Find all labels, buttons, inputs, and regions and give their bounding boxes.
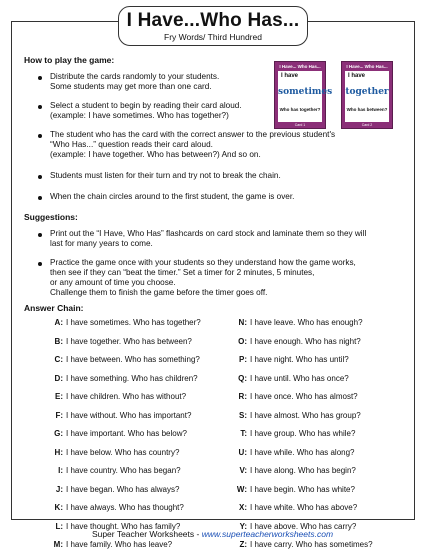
suggestions-heading: Suggestions: <box>24 212 78 222</box>
bullet-icon <box>38 196 42 200</box>
answer-row <box>224 337 361 346</box>
answer-row <box>40 503 184 512</box>
answer-letter: G: <box>54 429 63 438</box>
card-have: I have <box>348 73 366 79</box>
answer-row <box>40 485 179 494</box>
answer-row <box>224 540 373 549</box>
answer-row <box>40 448 179 457</box>
answer-text: I have until. Who has once? <box>250 373 349 383</box>
answer-text: I have sometimes. Who has together? <box>66 318 201 327</box>
card-have: I have <box>281 73 299 79</box>
answer-text: I have carry. Who has sometimes? <box>250 540 373 549</box>
card-header: I Have... Who Has... <box>346 64 388 69</box>
answer-row <box>224 411 361 420</box>
answer-letter: D: <box>54 373 63 383</box>
answer-letter: S: <box>239 410 247 420</box>
line: Print out the “I Have, Who Has” flashcards on card stock and laminate them so they will <box>50 229 367 238</box>
answer-letter: T: <box>240 429 247 438</box>
line: Select a student to begin by reading their card aloud. <box>50 101 242 110</box>
answer-row <box>224 318 363 327</box>
answer-text: I have began. Who has always? <box>66 484 180 494</box>
card-body <box>345 71 389 122</box>
answer-text: I have without. Who has important? <box>66 410 192 420</box>
title-box <box>118 6 308 46</box>
answer-letter: Q: <box>238 373 247 383</box>
footer-link[interactable]: www.superteacherworksheets.com <box>201 529 334 539</box>
card-footer: Card 1 <box>294 123 306 127</box>
answer-text: I have below. Who has country? <box>66 447 180 457</box>
answer-letter: C: <box>54 355 63 364</box>
answer-text: I have always. Who has thought? <box>66 503 184 512</box>
line: Practice the game once with your students so they understand how the game works, <box>50 258 356 267</box>
suggestion-item-2 <box>50 258 356 298</box>
answer-text: I have between. Who has something? <box>66 355 200 364</box>
line: Distribute the cards randomly to your students. <box>50 72 220 81</box>
answer-letter: P: <box>239 355 247 364</box>
answer-text: I have children. Who has without? <box>66 392 187 401</box>
answer-row <box>224 392 358 401</box>
answer-text: I have enough. Who has night? <box>250 336 361 346</box>
card-header: I Have... Who Has... <box>279 64 321 69</box>
how-to-item-1 <box>50 72 219 92</box>
answer-text: I have along. Who has begin? <box>250 466 356 475</box>
how-to-item-5: When the chain circles around to the first student, the game is over. <box>50 192 295 201</box>
answer-letter: W: <box>236 484 247 494</box>
answer-row <box>224 374 349 383</box>
line: Some students may get more than one card. <box>50 82 212 91</box>
answer-letter: K: <box>54 503 63 512</box>
page-title: I Have...Who Has... <box>126 10 300 31</box>
answer-letter: M: <box>53 540 63 549</box>
answer-text: I have night. Who has until? <box>250 355 349 364</box>
footer-brand: Super Teacher Worksheets - <box>91 529 202 539</box>
line: The student who has the card with the correct answer to the previous student's <box>50 130 336 139</box>
sample-card-1 <box>274 61 333 129</box>
suggestion-item-1 <box>50 229 366 249</box>
line: or any amount of time you choose. <box>50 278 176 287</box>
answer-row <box>224 429 355 438</box>
answer-text: I have leave. Who has enough? <box>250 318 363 327</box>
answer-letter: Z: <box>239 540 247 549</box>
card-who: Who has between? <box>346 107 388 112</box>
card-who: Who has together? <box>279 107 321 112</box>
answer-row <box>40 466 181 475</box>
card-body <box>278 71 333 122</box>
line: (example: I have sometimes. Who has together?) <box>50 111 229 120</box>
answer-text: I have while. Who has along? <box>250 447 355 457</box>
answer-text: I have white. Who has above? <box>250 503 358 512</box>
answer-letter: J: <box>55 484 63 494</box>
answer-text: I have country. Who has began? <box>66 466 181 475</box>
answer-letter: O: <box>238 336 247 346</box>
answer-text: I have family. Who has leave? <box>66 540 173 549</box>
bullet-icon <box>38 134 42 138</box>
answer-letter: R: <box>238 392 247 401</box>
answer-text: I have group. Who has while? <box>250 429 356 438</box>
answer-text: I have begin. Who has white? <box>250 484 355 494</box>
answer-row <box>40 374 198 383</box>
answer-letter: I: <box>58 466 63 475</box>
answer-letter: B: <box>54 336 63 346</box>
line: then see if they can “beat the timer.” Set a timer for 2 minutes, 5 minutes, <box>50 268 315 277</box>
how-to-heading: How to play the game: <box>24 55 115 65</box>
how-to-item-4: Students must listen for their turn and try not to break the chain. <box>50 171 281 180</box>
answer-letter: E: <box>55 392 63 401</box>
answer-letter: Y: <box>239 521 247 531</box>
answer-row <box>224 503 357 512</box>
line: last for many years to come. <box>50 239 153 248</box>
answer-letter: L: <box>55 521 63 531</box>
answer-row <box>224 448 355 457</box>
bullet-icon <box>38 262 42 266</box>
bullet-icon <box>38 76 42 80</box>
how-to-item-2 <box>50 101 242 121</box>
answer-row <box>40 318 201 327</box>
card-word: together <box>345 87 389 97</box>
sample-card-2 <box>341 61 393 129</box>
answer-row <box>40 429 187 438</box>
answer-text: I have thought. Who has family? <box>66 521 181 531</box>
answer-row <box>224 485 355 494</box>
answer-row <box>224 355 349 364</box>
answer-text: I have together. Who has between? <box>66 336 192 346</box>
bullet-icon <box>38 233 42 237</box>
answer-row <box>224 466 356 475</box>
card-footer: Card 2 <box>361 123 373 127</box>
answer-row <box>40 337 192 346</box>
answer-letter: N: <box>238 318 247 327</box>
answer-row <box>40 355 200 364</box>
answer-letter: F: <box>55 410 63 420</box>
answer-text: I have something. Who has children? <box>66 373 198 383</box>
answer-text: I have almost. Who has group? <box>250 410 361 420</box>
answer-text: I have once. Who has almost? <box>250 392 358 401</box>
answer-row <box>40 540 172 549</box>
bullet-icon <box>38 105 42 109</box>
answer-letter: H: <box>54 447 63 457</box>
answer-text: I have important. Who has below? <box>66 429 187 438</box>
footer <box>0 529 425 539</box>
bullet-icon <box>38 175 42 179</box>
answer-letter: X: <box>239 503 247 512</box>
answer-chain-heading: Answer Chain: <box>24 303 84 313</box>
answer-letter: A: <box>54 318 63 327</box>
answer-letter: U: <box>238 447 247 457</box>
answer-row <box>40 392 186 401</box>
answer-text: I have above. Who has carry? <box>250 521 357 531</box>
answer-row <box>40 411 191 420</box>
answer-letter: V: <box>239 466 247 475</box>
line: (example: I have together. Who has between?) And so on. <box>50 150 261 159</box>
line: “Who Has...” question reads their card aloud. <box>50 140 213 149</box>
how-to-item-3 <box>50 130 335 160</box>
line: Challenge them to finish the game before the timer goes off. <box>50 288 268 297</box>
page-subtitle: Fry Words/ Third Hundred <box>164 32 262 42</box>
card-word: sometimes <box>278 87 333 97</box>
